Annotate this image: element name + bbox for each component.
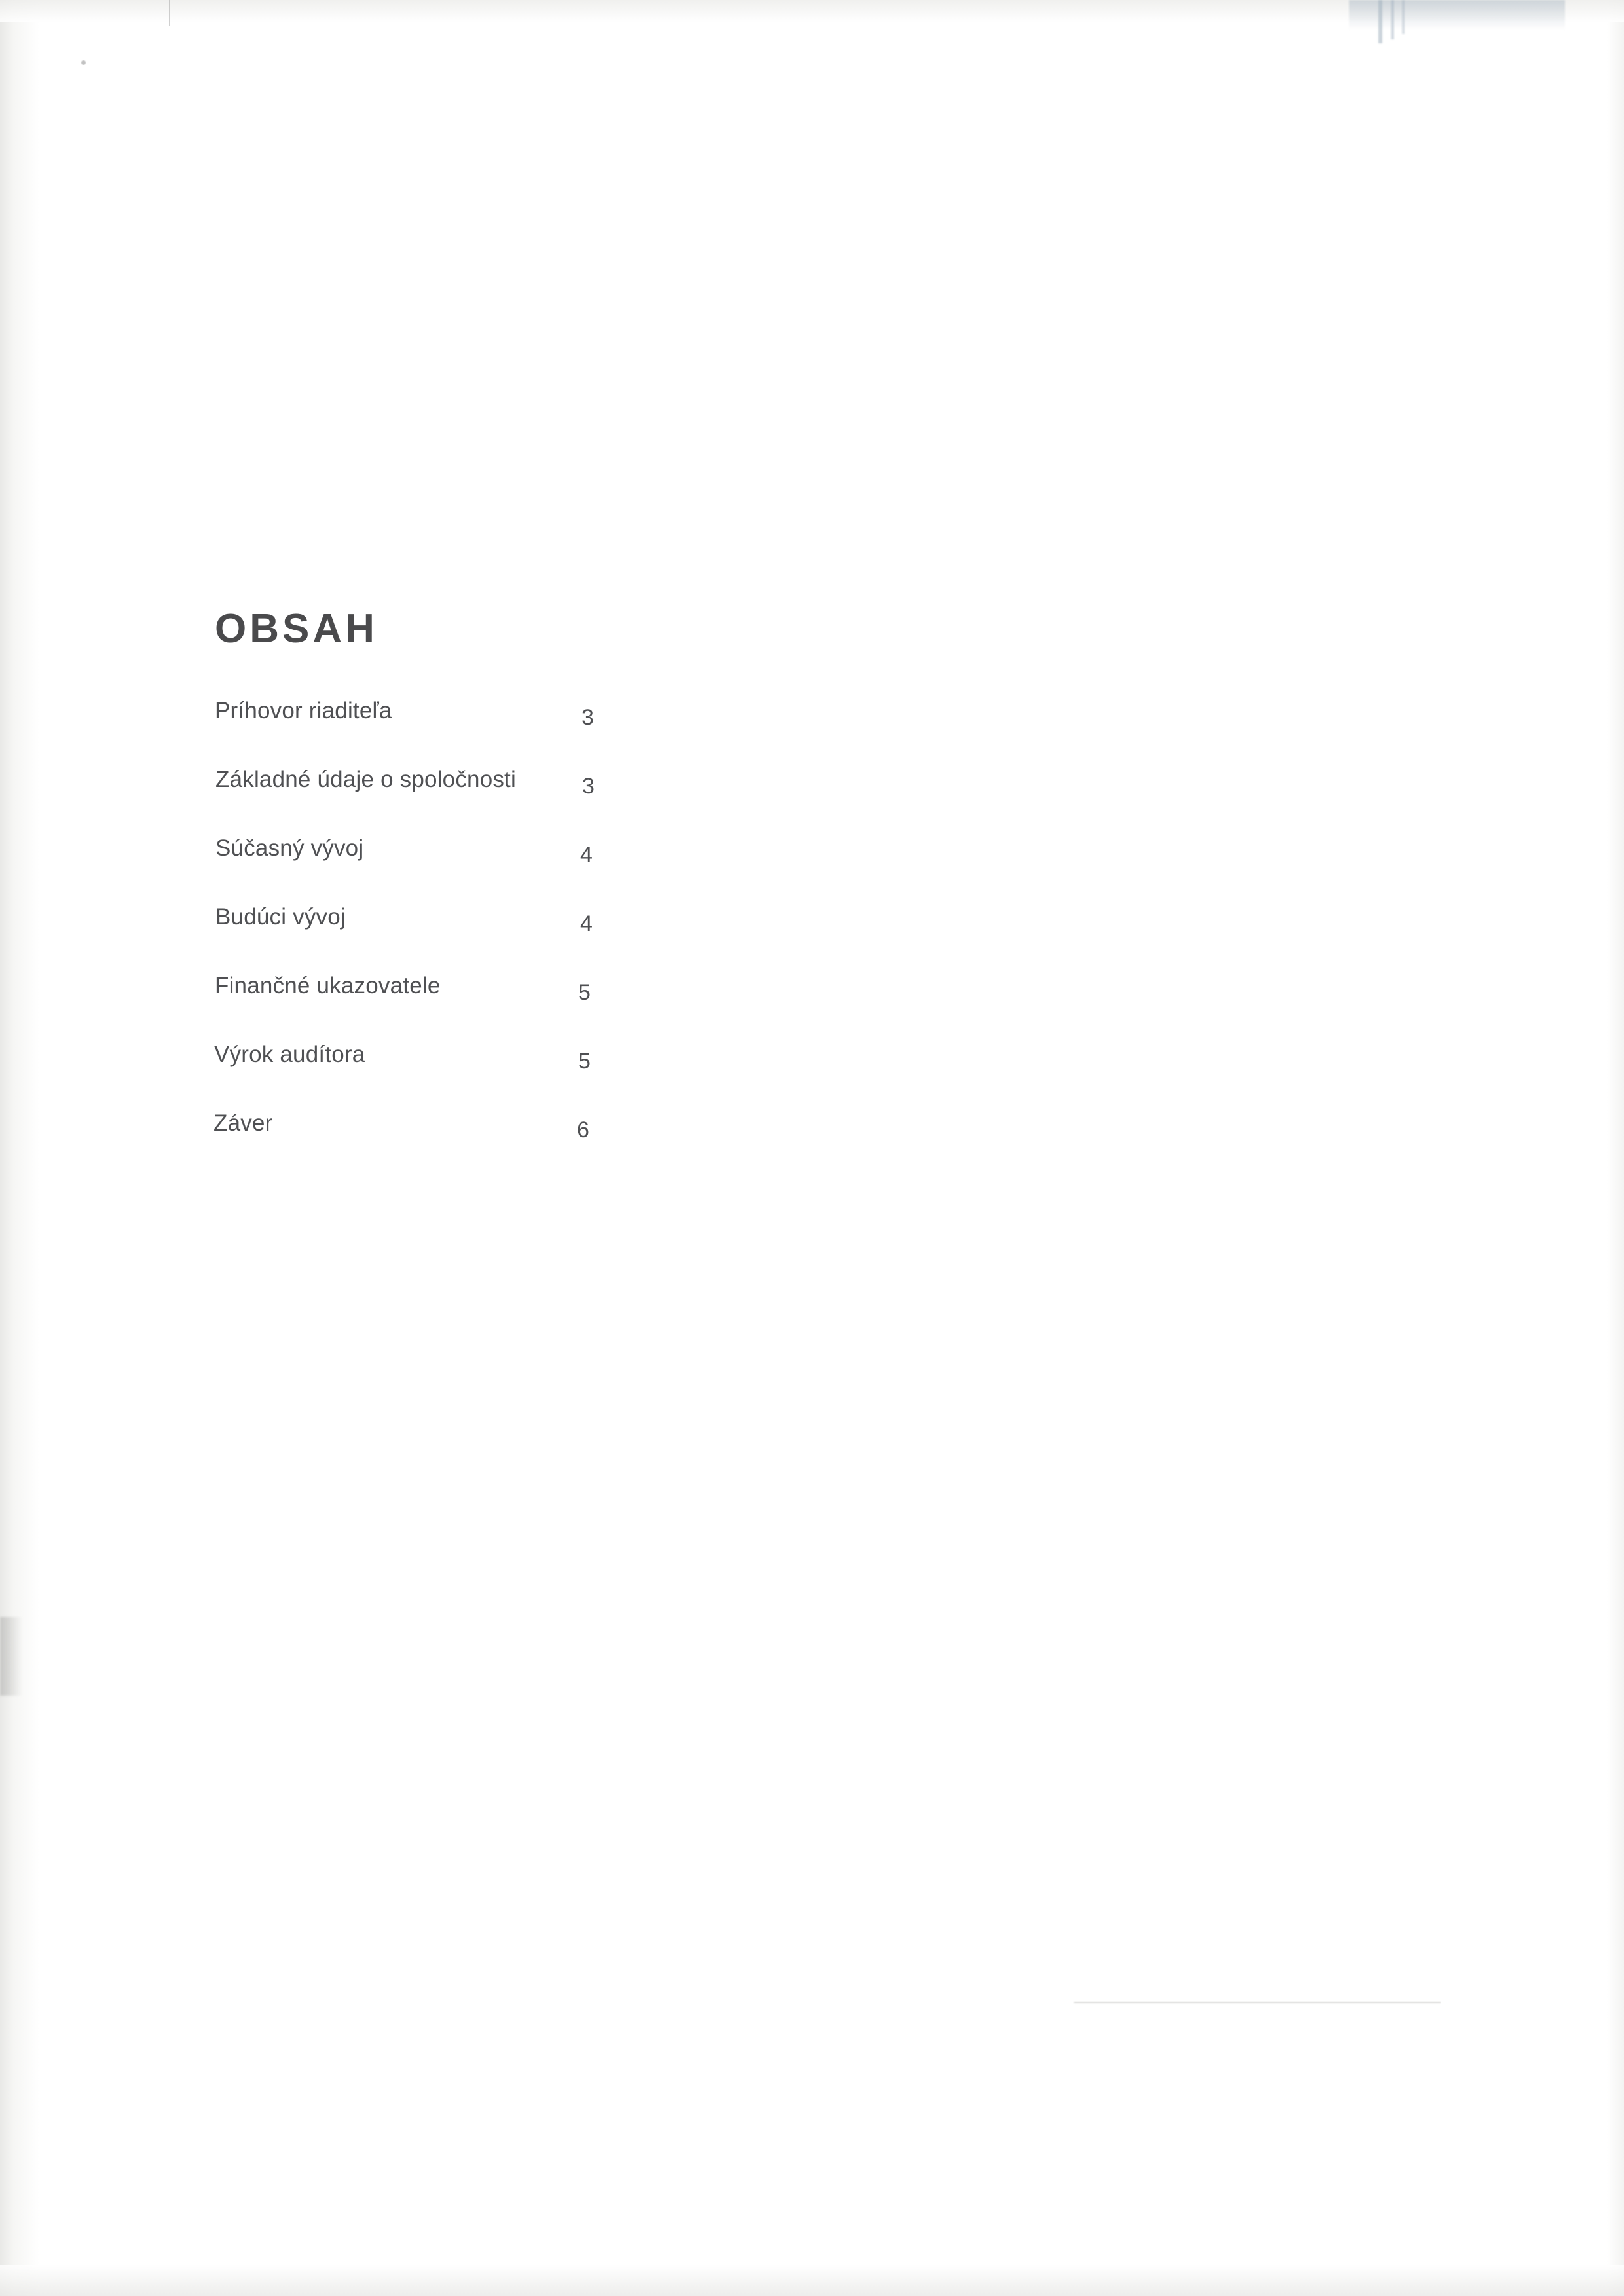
toc-entry-page-number: 4 <box>580 911 593 936</box>
toc-entry-label: Príhovor riaditeľa <box>215 698 392 723</box>
toc-entry <box>215 1038 1066 1106</box>
scan-artifact-streak <box>1378 0 1382 43</box>
toc-entry-page-number: 3 <box>581 705 594 730</box>
toc-entry <box>215 698 1066 766</box>
scan-artifact-faint-line <box>1074 2002 1441 2003</box>
toc-entry-label: Finančné ukazovatele <box>215 973 441 998</box>
toc-entry <box>215 970 1066 1038</box>
toc-entry-label: Základné údaje o spoločnosti <box>215 767 516 792</box>
scan-artifact-hairline <box>169 0 170 26</box>
toc-entry-page-number: 5 <box>578 1049 591 1074</box>
scan-artifact-streak <box>1391 0 1394 39</box>
toc-entry-page-number: 4 <box>580 843 593 867</box>
toc-entry-page-number: 5 <box>578 980 591 1005</box>
toc-entry <box>215 902 1066 970</box>
toc-entry <box>215 766 1066 834</box>
page-edge-shadow-left <box>0 0 39 2296</box>
page-edge-shadow-right <box>1607 0 1624 2296</box>
toc-entry <box>215 1106 1066 1175</box>
toc-entry-label: Záver <box>213 1110 273 1136</box>
scan-artifact-crease <box>0 1617 22 1696</box>
page-edge-shadow-bottom <box>0 2265 1624 2296</box>
scan-artifact-speck <box>81 60 86 65</box>
table-of-contents <box>215 698 1066 1175</box>
toc-entry-label: Súčasný vývoj <box>215 835 364 861</box>
toc-entry-page-number: 3 <box>582 774 595 799</box>
document-content <box>213 606 1066 1175</box>
toc-entry-page-number: 6 <box>577 1118 589 1142</box>
toc-entry-label: Výrok audítora <box>214 1042 365 1067</box>
toc-entry <box>215 834 1066 902</box>
toc-entry-label: Budúci vývoj <box>215 904 346 930</box>
page-title: OBSAH <box>215 606 378 651</box>
scan-artifact-streak <box>1402 0 1405 34</box>
